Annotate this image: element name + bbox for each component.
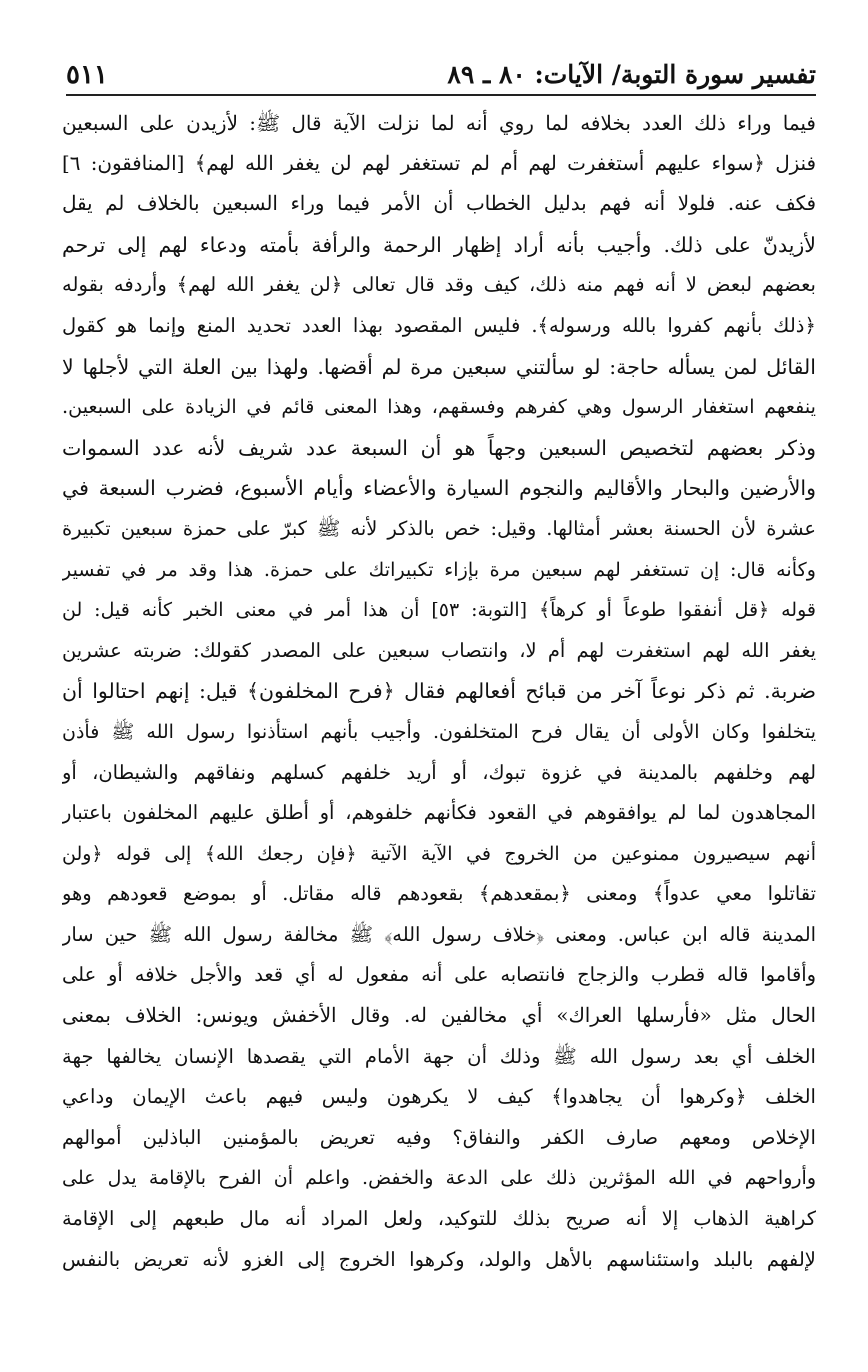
text-line: وأرواحهم في الله المؤثرين ذلك على الدعة والخفض. واعلم أن الفرح بالإقامة يدل على (62, 1167, 816, 1190)
text-line: الحال مثل «فأرسلها العراك» أي مخالفين له. وقال الأخفش ويونس: الخلاف بمعنى (62, 1004, 816, 1028)
page-header (66, 50, 816, 96)
text-line: يغفر الله لهم استغفرت لهم أم لا، وانتصاب سبعين على المصدر كقولك: ضربته عشرين (62, 638, 816, 662)
text-line: يتخلفوا وكان الأولى أن يقال فرح المتخلفون. وأجيب بأنهم استأذنوا رسول الله ﷺ فأذن (62, 720, 816, 743)
running-title: تفسير سورة التوبة/ الآيات: ٨٠ ـ ٨٩ (447, 60, 816, 89)
text-line: فنزل ﴿سواء عليهم أستغفرت لهم أم لم تستغفر لهم لن يغفر الله لهم﴾ [المنافقون: ٦] (62, 151, 816, 175)
text-line: لهم وخلفهم بالمدينة في غزوة تبوك، أو أريد خلفهم كسلهم ونفاقهم والشيطان، أو (62, 760, 816, 784)
text-line: القائل لمن يسأله حاجة: لو سألتني سبعين مرة لم أقضها. ولهذا بين العلة التي لأجلها لا (62, 354, 816, 379)
text-line: المجاهدون لما لم يوافقوهم في القعود فكأنهم خلفوهم، أو أطلق عليهم المخلفون باعتبار (62, 801, 816, 825)
text-line: أنهم سيصيرون ممنوعين من الخروج في الآية الآتية ﴿فإن رجعك الله﴾ إلى قوله ﴿ولن (62, 842, 816, 865)
text-line: الخلف أي بعد رسول الله ﷺ وذلك أن جهة الأمام التي يقصدها الإنسان يخالفها جهة (62, 1044, 816, 1068)
text-line: لإلفهم بالبلد واستئناسهم بالأهل والولد، وكرهوا الخروج إلى الغزو لأنه تعريض بالنفس (62, 1247, 816, 1271)
text-line: عشرة لأن الحسنة بعشر أمثالها. وقيل: خص بالذكر لأنه ﷺ كبرّ على حمزة سبعين تكبيرة (62, 516, 816, 540)
text-line: وأقاموا قاله قطرب والزجاج فانتصابه على أنه مفعول له أي قعد والأجل خلافه أو على (62, 963, 816, 987)
text-line: تقاتلوا معي عدواً﴾ ومعنى ﴿بمقعدهم﴾ بقعودهم قاله مقاتل. أو بموضع قعودهم وهو (62, 882, 816, 906)
text-line: فكف عنه. فلولا أنه فهم بدليل الخطاب أن الأمر فيما وراء السبعين بالخلاف لم يقل (62, 192, 816, 216)
page-number: ٥١١ (66, 60, 108, 90)
text-line: بعضهم لبعض لا أنه فهم منه ذلك، كيف وقد قال تعالى ﴿لن يغفر الله لهم﴾ وأردفه بقوله (62, 273, 816, 297)
text-line: ضربة. ثم ذكر نوعاً آخر من قبائح أفعالهم فقال ﴿فرح المخلفون﴾ قيل: إنهم احتالوا أن (62, 679, 816, 704)
text-line: فيما وراء ذلك العدد بخلافه لما روي أنه لما نزلت الآية قال ﷺ: لأزيدن على السبعين (62, 111, 816, 135)
text-line: وكأنه قال: إن تستغفر لهم سبعين مرة بإزاء تكبيراتك على حمزة. هذا وقد مر في تفسير (62, 557, 816, 581)
text-line: المدينة قاله ابن عباس. ومعنى ﴿خلاف رسول الله﴾ ﷺ مخالفة رسول الله ﷺ حين سار (62, 922, 816, 946)
text-line: الإخلاص ومعهم صارف الكفر والنفاق؟ وفيه تعريض بالمؤمنين الباذلين أموالهم (62, 1125, 816, 1149)
text-line: لأزيدنّ على ذلك. وأجيب بأنه أراد إظهار الرحمة والرأفة بأمته ودعاء لهم إلى ترحم (62, 232, 816, 257)
body-text (62, 103, 816, 1280)
text-line: الخلف ﴿وكرهوا أن يجاهدوا﴾ كيف لا يكرهون وليس فيهم باعث الإيمان وداعي (62, 1085, 816, 1109)
text-line: والأرضين والبحار والأقاليم والنجوم السيارة والأعضاء وأيام الأسبوع، فضرب السبعة في (62, 476, 816, 501)
text-line: كراهية الذهاب إلا أنه صريح بذلك للتوكيد، ولعل المراد أنه مال طبعهم إلى الإقامة (62, 1207, 816, 1231)
text-line: ﴿ذلك بأنهم كفروا بالله ورسوله﴾. فليس المقصود بهذا العدد تحديد المنع وإنما هو كقول (62, 313, 816, 337)
text-line: ينفعهم استغفار الرسول وهي كفرهم وفسقهم، وهذا المعنى قائم في الزيادة على السبعين. (62, 395, 816, 419)
text-line: وذكر بعضهم لتخصيص السبعين وجهاً هو أن السبعة عدد شريف لأنه عدد السموات (62, 435, 816, 460)
text-line: قوله ﴿قل أنفقوا طوعاً أو كرهاً﴾ [التوبة: ٥٣] أن هذا أمر في معنى الخبر كأنه قيل: لن (62, 599, 816, 622)
